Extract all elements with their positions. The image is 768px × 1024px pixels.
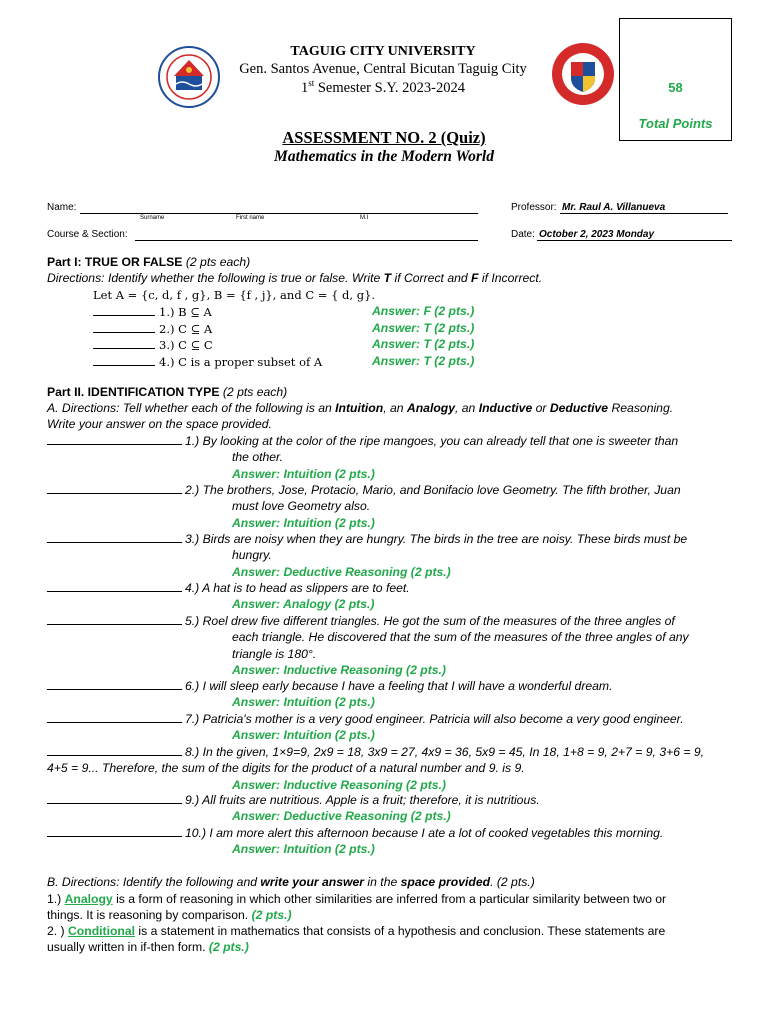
definition-text: is a statement in mathematics that consists of a hypothesis and conclusion. These statements are	[135, 924, 666, 938]
mi-caption: M.I	[360, 215, 369, 221]
part1-dir-text3: if Incorrect.	[478, 271, 543, 285]
identification-question: 1.) By looking at the color of the ripe mangoes, you can already tell that one is sweeter than	[185, 434, 679, 448]
dirA-text1: A. Directions: Tell whether each of the following is an	[47, 401, 336, 415]
definition-item	[47, 923, 737, 956]
identification-continuation-2: triangle is 180°.	[232, 646, 317, 661]
identification-continuation: must love Geometry also.	[232, 499, 371, 514]
part2-heading	[47, 385, 287, 399]
identification-answer: Answer: Intuition (2 pts.)	[232, 515, 375, 530]
answer-blank[interactable]	[47, 433, 182, 445]
dirA-or: or	[532, 401, 550, 415]
part1-heading	[47, 255, 250, 269]
identification-first-line	[47, 679, 612, 693]
surname-caption: Surname	[140, 215, 165, 221]
answer-blank[interactable]	[47, 580, 182, 592]
part1-question: 3.) C ⊆ C	[159, 338, 213, 352]
identification-question: 9.) All fruits are nutritious. Apple is a fruit; therefore, it is nutritious.	[185, 793, 540, 807]
identification-answer: Answer: Intuition (2 pts.)	[232, 842, 375, 857]
professor-value: Mr. Raul A. Villanueva	[562, 202, 666, 213]
dirB-text1: B. Directions: Identify the following and	[47, 875, 261, 889]
definition-answer: Analogy	[64, 892, 113, 906]
identification-item	[47, 580, 727, 613]
answer-blank[interactable]	[93, 321, 155, 333]
identification-answer: Answer: Inductive Reasoning (2 pts.)	[232, 662, 446, 677]
definition-text-2: things. It is reasoning by comparison.	[47, 908, 252, 923]
dirB-bold1: write your answer	[260, 875, 365, 889]
definition-points: (2 pts.)	[251, 908, 292, 923]
semester-line	[190, 78, 576, 97]
part1-answer: Answer: T (2 pts.)	[372, 337, 475, 351]
identification-first-line	[47, 745, 704, 759]
part1-item	[93, 304, 212, 319]
professor-label: Professor:	[511, 202, 557, 213]
dirB-text3: . (2 pts.)	[490, 875, 535, 889]
identification-answer: Answer: Deductive Reasoning (2 pts.)	[232, 564, 451, 579]
definition-item	[47, 891, 737, 924]
total-points-label: Total Points	[638, 116, 713, 131]
identification-item	[47, 711, 727, 744]
identification-item	[47, 433, 727, 482]
course-section-field-line[interactable]	[135, 240, 478, 241]
firstname-caption: First name	[236, 215, 265, 221]
part1-dir-true: T	[383, 271, 392, 285]
answer-blank[interactable]	[47, 613, 182, 625]
answer-blank[interactable]	[47, 711, 182, 723]
part1-points: (2 pts each)	[185, 255, 251, 269]
identification-first-line	[47, 712, 684, 726]
definition-answer: Conditional	[68, 924, 136, 938]
dirA-intuition: Intuition	[335, 401, 384, 415]
identification-item	[47, 482, 727, 531]
name-label: Name:	[47, 202, 77, 213]
part1-title: Part I: TRUE OR FALSE	[47, 255, 183, 269]
identification-wrap: 4+5 = 9... Therefore, the sum of the digits for the product of a natural number and 9. is 9.	[47, 761, 525, 776]
assessment-title: ASSESSMENT NO. 2 (Quiz)	[282, 128, 486, 147]
total-points-value: 58	[668, 80, 683, 95]
identification-continuation: each triangle. He discovered that the sum of the measures of the three angles of any	[232, 630, 689, 645]
identification-answer: Answer: Deductive Reasoning (2 pts.)	[232, 809, 451, 824]
subject-title: Mathematics in the Modern World	[274, 148, 494, 165]
part1-answer: Answer: T (2 pts.)	[372, 320, 475, 335]
part1-answer: Answer: T (2 pts.)	[372, 353, 475, 368]
part2b-directions	[47, 875, 535, 889]
name-field-line[interactable]	[80, 213, 478, 214]
part1-item	[93, 321, 212, 336]
dirA-inductive: Inductive	[478, 401, 533, 415]
identification-item	[47, 792, 727, 825]
identification-first-line	[47, 793, 540, 807]
answer-blank[interactable]	[47, 482, 182, 494]
part2a-directions-line2: Write your answer on the space provided.	[47, 417, 272, 431]
identification-answer: Answer: Intuition (2 pts.)	[232, 728, 375, 743]
part1-answer: Answer: F (2 pts.)	[372, 304, 475, 318]
answer-blank[interactable]	[93, 337, 155, 349]
identification-continuation: hungry.	[232, 548, 272, 563]
answer-blank[interactable]	[47, 792, 182, 804]
definition-number: 2. )	[47, 924, 68, 938]
identification-question: 4.) A hat is to head as slippers are to feet.	[185, 581, 410, 595]
identification-continuation: the other.	[232, 450, 284, 465]
answer-blank[interactable]	[93, 354, 155, 366]
identification-item	[47, 531, 727, 580]
identification-question: 5.) Roel drew five different triangles. He got the sum of the measures of the three angles of	[185, 614, 675, 628]
semester-text: Semester S.Y. 2023-2024	[314, 79, 466, 96]
dirA-deductive: Deductive	[549, 401, 609, 415]
part1-item	[93, 337, 213, 352]
part1-question: 1.) B ⊆ A	[159, 305, 212, 319]
part1-directions	[47, 271, 542, 285]
identification-question: 3.) Birds are noisy when they are hungry. The birds in the tree are noisy. These birds must be	[185, 532, 688, 546]
dirA-comma1: , an	[383, 401, 407, 415]
university-name: TAGUIG CITY UNIVERSITY	[290, 44, 476, 59]
identification-first-line	[47, 614, 675, 628]
identification-first-line	[47, 483, 681, 497]
identification-item	[47, 744, 727, 793]
university-address: Gen. Santos Avenue, Central Bicutan Taguig City	[239, 61, 527, 77]
part1-question: 4.) C is a proper subset of A	[159, 354, 323, 369]
identification-answer: Answer: Intuition (2 pts.)	[232, 695, 375, 710]
part2-title: Part II. IDENTIFICATION TYPE	[47, 385, 220, 399]
answer-blank[interactable]	[47, 531, 182, 543]
definition-text-2: usually written in if-then form.	[47, 940, 209, 955]
part2-points: (2 pts each)	[222, 385, 288, 399]
dirB-bold2: space provided	[400, 875, 491, 889]
identification-first-line	[47, 532, 687, 546]
part1-dir-text1: Directions: Identify whether the following is true or false. Write	[47, 271, 384, 285]
answer-blank[interactable]	[93, 304, 155, 316]
answer-blank[interactable]	[47, 744, 182, 756]
dirA-comma2: , an	[455, 401, 479, 415]
semester-suffix: st	[308, 78, 315, 88]
definition-text: is a form of reasoning in which other similarities are inferred from a particular similarity between two or	[112, 892, 667, 906]
identification-question: 7.) Patricia's mother is a very good engineer. Patricia will also become a very good engineer.	[185, 712, 684, 726]
dirA-text2: Reasoning.	[608, 401, 674, 415]
date-value: October 2, 2023 Monday	[539, 229, 655, 240]
part1-item	[93, 354, 322, 369]
part2a-directions	[47, 401, 673, 415]
part1-question: 2.) C ⊆ A	[159, 321, 213, 336]
identification-first-line	[47, 581, 410, 595]
professor-line	[560, 213, 728, 214]
identification-question: 10.) I am more alert this afternoon because I ate a lot of cooked vegetables this morning.	[185, 826, 664, 840]
identification-item	[47, 613, 727, 678]
identification-first-line	[47, 826, 663, 840]
identification-question: 8.) In the given, 1×9=9, 2x9 = 18, 3x9 = 27, 4x9 = 36, 5x9 = 45, In 18, 1+8 = 9, 2+7 = 9, 3+6 = 9,	[185, 745, 705, 759]
dirB-text2: in the	[364, 875, 401, 889]
identification-item	[47, 678, 727, 711]
definition-number: 1.)	[47, 892, 65, 906]
answer-blank[interactable]	[47, 825, 182, 837]
identification-answer: Answer: Intuition (2 pts.)	[232, 466, 375, 481]
definition-points: (2 pts.)	[208, 940, 249, 955]
semester-number: 1	[300, 79, 309, 96]
identification-first-line	[47, 434, 678, 448]
identification-question: 6.) I will sleep early because I have a feeling that I will have a wonderful dream.	[185, 679, 613, 693]
course-section-label: Course & Section:	[47, 229, 128, 240]
date-label: Date:	[511, 229, 535, 240]
identification-item	[47, 825, 727, 858]
identification-question: 2.) The brothers, Jose, Protacio, Mario, and Bonifacio love Geometry. The fifth brother, Juan	[185, 483, 681, 497]
date-line	[537, 240, 732, 241]
part1-dir-false: F	[471, 271, 479, 285]
dirA-analogy: Analogy	[406, 401, 455, 415]
part1-sets: Let A = {c, d, f , g}, B = {f , j}, and C = { d, g}.	[93, 288, 376, 302]
total-points-box	[619, 18, 732, 141]
identification-answer: Answer: Inductive Reasoning (2 pts.)	[232, 777, 446, 792]
identification-answer: Answer: Analogy (2 pts.)	[232, 597, 375, 612]
answer-blank[interactable]	[47, 678, 182, 690]
part1-dir-text2: if Correct and	[391, 271, 472, 285]
